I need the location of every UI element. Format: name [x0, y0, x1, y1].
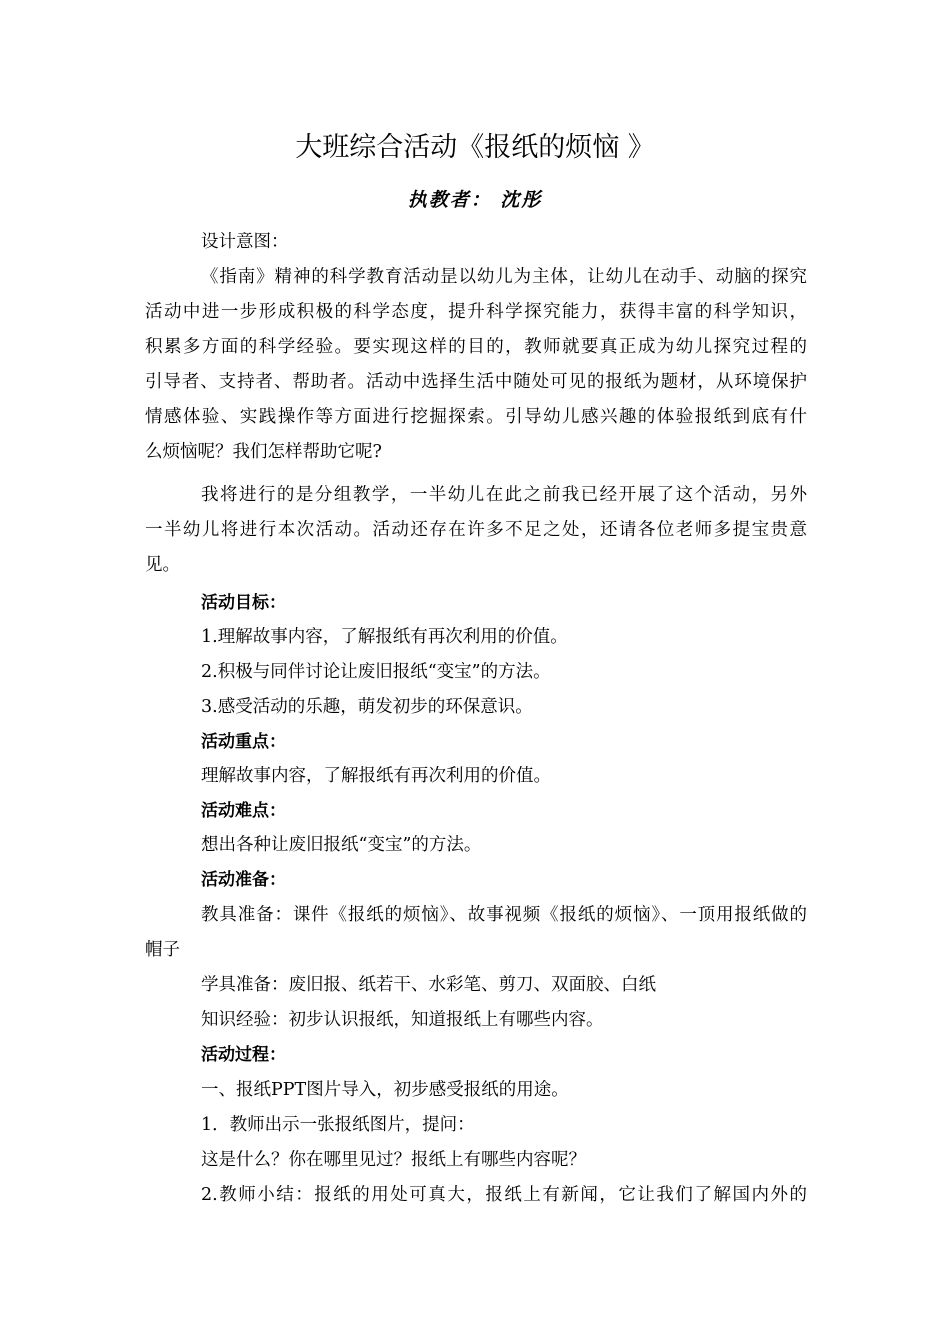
paragraph-line: 见。: [145, 555, 180, 575]
paragraph-line: 积累多方面的科学经验。要实现这样的目的，教师就要真正成为幼儿探究过程的: [145, 337, 807, 357]
paragraph-line: 情感体验、实践操作等方面进行挖掘探索。引导幼儿感兴趣的体验报纸到底有什: [145, 407, 807, 427]
goal-item: 1.理解故事内容，了解报纸有再次利用的价值。: [201, 627, 568, 647]
process-line: 一、报纸PPT图片导入，初步感受报纸的用途。: [201, 1080, 569, 1100]
process-heading: 活动过程：: [201, 1045, 286, 1065]
paragraph-line: 引导者、支持者、帮助者。活动中选择生活中随处可见的报纸为题材，从环境保护: [145, 372, 807, 392]
key-point-heading: 活动重点：: [201, 732, 286, 752]
goal-item: 2.积极与同伴讨论让废旧报纸“变宝”的方法。: [201, 662, 551, 682]
paragraph-line: 我将进行的是分组教学，一半幼儿在此之前我已经开展了这个活动，另外: [201, 485, 807, 505]
process-line: 2.教师小结：报纸的用处可真大，报纸上有新闻，它让我们了解国内外的: [201, 1185, 807, 1205]
goals-heading: 活动目标：: [201, 593, 286, 613]
goal-item: 3.感受活动的乐趣，萌发初步的环保意识。: [201, 697, 533, 717]
key-point-text: 理解故事内容，了解报纸有再次利用的价值。: [201, 766, 551, 786]
author-line: 执教者： 沈彤: [407, 189, 543, 211]
paragraph-line: 《指南》精神的科学教育活动昰以幼儿为主体，让幼儿在动手、动脑的探究: [201, 267, 807, 287]
paragraph-line: 一半幼儿将进行本次活动。活动还存在许多不足之处，还请各位老师多提宝贵意: [145, 520, 807, 540]
process-line: 1．教师出示一张报纸图片，提问：: [201, 1115, 475, 1135]
process-line: 这是什么？你在哪里见过？报纸上有哪些内容呢？: [201, 1150, 586, 1170]
document-title: 大班综合活动《报纸的烦恼 》: [295, 132, 655, 163]
student-prep-line: 学具准备：废旧报、纸若干、水彩笔、剪刀、双面胶、白纸: [201, 975, 656, 995]
paragraph-line: 么烦恼呢？我们怎样帮助它呢?: [145, 442, 382, 462]
teacher-prep-line: 教具准备：课件《报纸的烦恼》、故事视频《报纸的烦恼》、一顶用报纸做的: [201, 905, 807, 925]
preparation-heading: 活动准备：: [201, 870, 286, 890]
difficulty-text: 想出各种让废旧报纸“变宝”的方法。: [201, 835, 482, 855]
design-intent-heading: 设计意图：: [201, 232, 289, 252]
teacher-prep-line: 帽子: [145, 940, 180, 960]
paragraph-line: 活动中进一步形成积极的科学态度，提升科学探究能力，获得丰富的科学知识，: [145, 302, 807, 322]
difficulty-heading: 活动难点：: [201, 801, 286, 821]
knowledge-line: 知识经验：初步认识报纸，知道报纸上有哪些内容。: [201, 1010, 604, 1030]
